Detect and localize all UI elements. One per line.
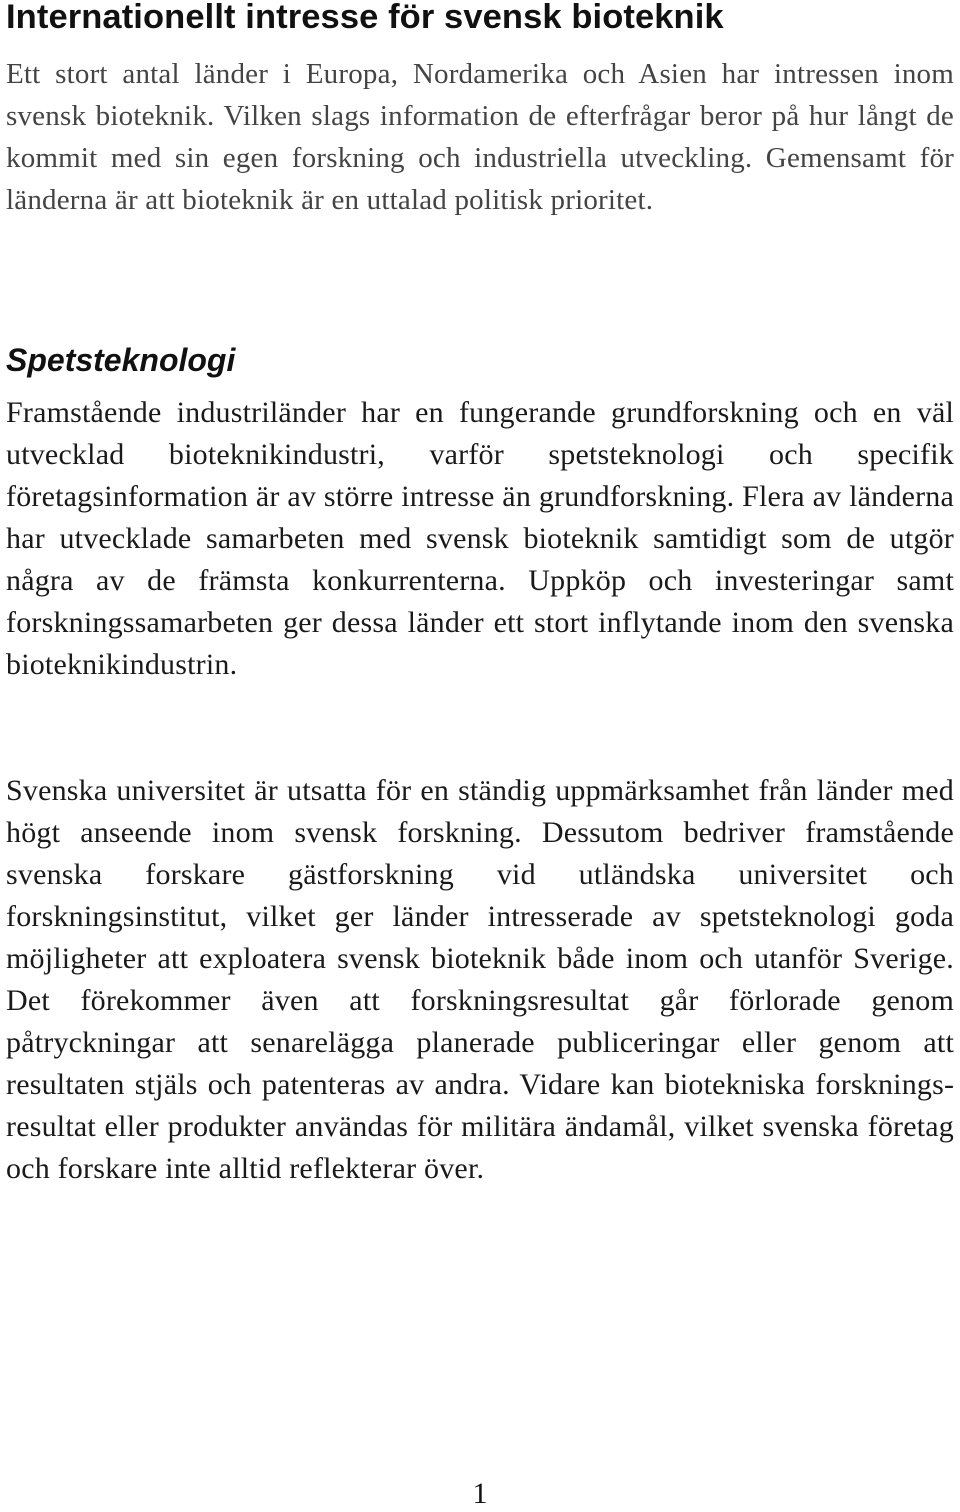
body-paragraph-1: Framstående industriländer har en fungerande grundforskning och en väl utvecklad bioteknikindustri, varför spetsteknologi och specifik företagsinformation är av större intresse än grundforskning. Flera av länderna har utvecklade samarbeten med svensk bioteknik samtidigt som de utgör några av de främsta konkurrenterna. Uppköp och investeringar samt forskningssamarbeten ger dessa länder ett stort inflytande inom den svenska bioteknikindustrin. <box>6 396 954 681</box>
intro-paragraph: Ett stort antal länder i Europa, Nordamerika och Asien har intressen inom svensk bioteknik. Vilken slags information de efterfrågar beror på hur långt de kommit med sin egen forskning och industriella utveckling. Gemensamt för länderna är att bioteknik är en uttalad politisk prioritet. <box>6 58 954 216</box>
page-title: Internationellt intresse för svensk bioteknik <box>6 0 724 36</box>
section-heading: Spetsteknologi <box>6 342 236 378</box>
body-paragraph-2: Svenska universitet är utsatta för en ständig uppmärksamhet från länder med högt anseende inom svensk forskning. Dessutom bedriver framstående svenska forskare gästforskning vid utländska universitet och forskningsinstitut, vilket ger länder intresserade av spetsteknologi goda möjligheter att exploatera svensk bioteknik både inom och utanför Sverige. Det förekommer även att forskningsresultat går förlorade genom påtryckningar att senarelägga planerade publiceringar eller genom att resultaten stjäls och patenteras av andra. Vidare kan biotekniska forskningsresultat eller produkter användas för militära ändamål, vilket svenska företag och forskare inte alltid reflekterar över. <box>6 774 954 1185</box>
page-number: 1 <box>472 1477 488 1510</box>
